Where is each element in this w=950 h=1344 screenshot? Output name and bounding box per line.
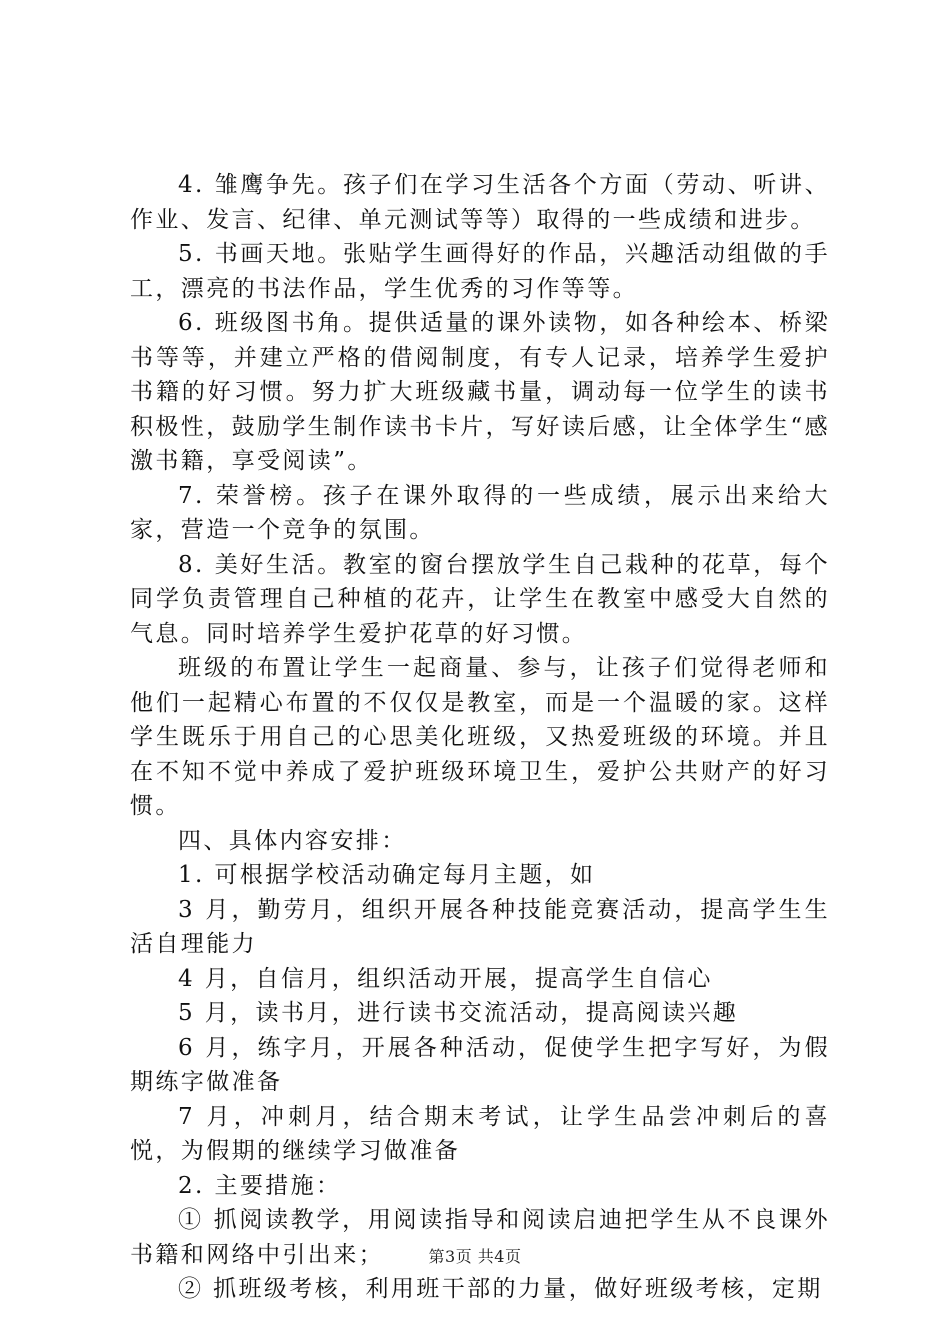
paragraph-measures-heading: 2. 主要措施： xyxy=(178,1172,342,1199)
paragraph-item-7: 7. 荣誉榜。孩子在课外取得的一些成绩，展示出来给大家，营造一个竞争的氛围。 xyxy=(130,482,830,543)
paragraph-measure-2: ② 抓班级考核，利用班干部的力量，做好班级考核，定期 xyxy=(178,1276,823,1302)
paragraph-july: 7 月，冲刺月，结合期末考试，让学生品尝冲刺后的喜悦，为假期的继续学习做准备 xyxy=(130,1103,830,1164)
paragraph-april: 4 月，自信月，组织活动开展，提高学生自信心 xyxy=(178,965,713,992)
paragraph-monthly-themes: 1. 可根据学校活动确定每月主题，如 xyxy=(178,862,596,888)
paragraph-measure-1: ① 抓阅读教学，用阅读指导和阅读启迪把学生从不良课外书籍和网络中引出来； xyxy=(130,1207,830,1268)
paragraph-march: 3 月，勤劳月，组织开展各种技能竞赛活动，提高学生生活自理能力 xyxy=(130,896,830,957)
paragraph-item-5: 5. 书画天地。张贴学生画得好的作品，兴趣活动组做的手工，漂亮的书法作品，学生优秀的习作等等。 xyxy=(130,241,830,302)
section-heading: 四、具体内容安排： xyxy=(178,827,407,854)
paragraph-summary: 班级的布置让学生一起商量、参与，让孩子们觉得老师和他们一起精心布置的不仅仅是教室，而是一个温暖的家。这样学生既乐于用自己的心思美化班级，又热爱班级的环境。并且在不知不觉中养成了爱护班级环境卫生，爱护公共财产的好习惯。 xyxy=(130,655,830,819)
document-body xyxy=(130,168,830,1307)
paragraph-may: 5 月，读书月，进行读书交流活动，提高阅读兴趣 xyxy=(178,1000,739,1026)
paragraph-item-8: 8. 美好生活。教室的窗台摆放学生自己栽种的花草，每个同学负责管理自己种植的花卉，让学生在教室中感受大自然的气息。同时培养学生爱护花草的好习惯。 xyxy=(130,551,830,647)
page-footer: 第3页 共4页 xyxy=(428,1247,522,1266)
paragraph-item-4: 4. 雏鹰争先。孩子们在学习生活各个方面（劳动、听讲、作业、发言、纪律、单元测试等等）取得的一些成绩和进步。 xyxy=(130,172,830,233)
paragraph-june: 6 月，练字月，开展各种活动，促使学生把字写好，为假期练字做准备 xyxy=(130,1034,830,1095)
paragraph-item-6: 6. 班级图书角。提供适量的课外读物，如各种绘本、桥梁书等等，并建立严格的借阅制度，有专人记录，培养学生爱护书籍的好习惯。努力扩大班级藏书量，调动每一位学生的读书积极性，鼓励学生制作读书卡片，写好读后感，让全体学生“感激书籍，享受阅读”。 xyxy=(130,310,830,474)
